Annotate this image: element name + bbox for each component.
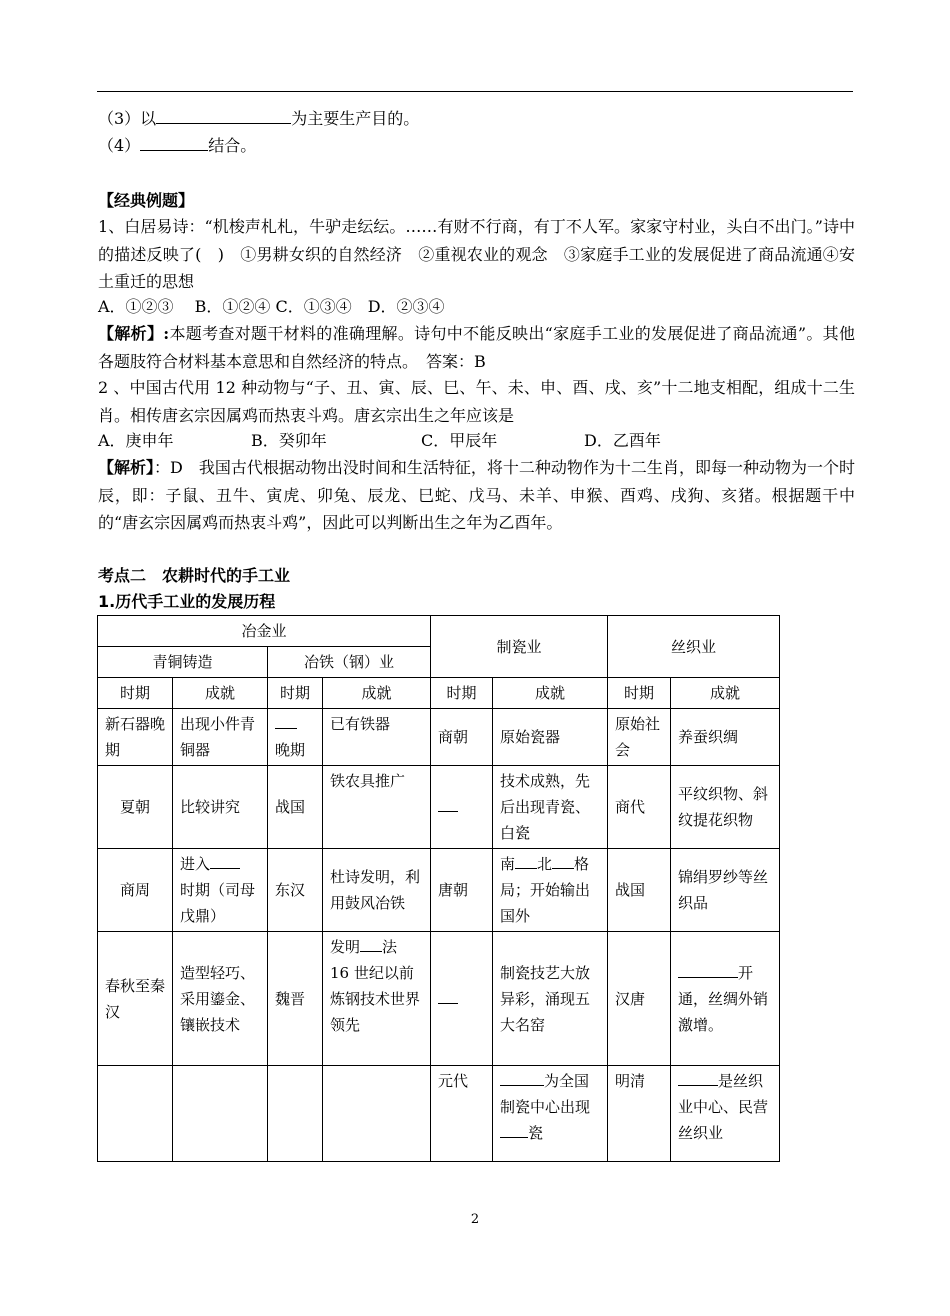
cell [173, 1066, 268, 1162]
section-subtitle: 1.历代手工业的发展历程 [98, 592, 276, 611]
question-1-options: A．①②③ B．①②④ C．①③④ D．②③④ [98, 297, 445, 316]
cell [98, 1066, 173, 1162]
cell: 是丝织业中心、民营丝织业 [671, 1066, 780, 1162]
fill-line-4: （4） 结合。 [98, 136, 257, 155]
cell: 杜诗发明，利用鼓风冶铁 [323, 849, 431, 932]
col-achievement: 成就 [671, 678, 780, 709]
answer-blank[interactable] [275, 712, 297, 729]
cell: 商朝 [431, 709, 493, 766]
answer-blank[interactable] [360, 935, 382, 952]
cell: 春秋至秦汉 [98, 932, 173, 1066]
answer-blank[interactable] [678, 961, 738, 978]
cell: 发明 法 16 世纪以前炼钢技术世界领先 [323, 932, 431, 1066]
cell [268, 1066, 323, 1162]
answer-blank[interactable] [515, 852, 537, 869]
cell: 养蚕织绸 [671, 709, 780, 766]
cell: 平纹织物、斜纹提花织物 [671, 766, 780, 849]
answer-blank[interactable] [552, 852, 574, 869]
header-metallurgy: 冶金业 [98, 616, 431, 647]
cell: 原始瓷器 [493, 709, 608, 766]
section-title: 考点二 农耕时代的手工业 [98, 566, 291, 585]
cell: 开通，丝绸外销激增。 [671, 932, 780, 1066]
handicraft-table [97, 615, 780, 1162]
col-achievement: 成就 [493, 678, 608, 709]
answer-blank[interactable] [438, 987, 458, 1004]
cell: 已有铁器 [323, 709, 431, 766]
answer-blank[interactable] [438, 795, 458, 812]
cell: 南 北 格局；开始输出国外 [493, 849, 608, 932]
table-row [98, 766, 780, 849]
cell: 元代 [431, 1066, 493, 1162]
table-row [98, 1066, 780, 1162]
table-row [98, 932, 780, 1066]
cell: 比较讲究 [173, 766, 268, 849]
col-achievement: 成就 [323, 678, 431, 709]
fill-line-3: （3）以 为主要生产目的。 [98, 109, 420, 128]
cell [431, 932, 493, 1066]
cell: 汉唐 [608, 932, 671, 1066]
cell: 制瓷技艺大放异彩，涌现五大名窑 [493, 932, 608, 1066]
cell: 为全国制瓷中心出现瓷 [493, 1066, 608, 1162]
cell: 进入 时期（司母戊鼎） [173, 849, 268, 932]
question-1: 1、白居易诗：“机梭声札札，牛驴走纭纭。……有财不行商，有丁不人军。家家守村业，头白不出门。”诗中的描述反映了( ) ①男耕女织的自然经济 ②重视农业的观念 ③家庭手工业的发展促进了商品流通④安土重迁的思想 [98, 217, 855, 291]
examples-heading: 【经典例题】 [98, 191, 195, 210]
header-iron: 冶铁（钢）业 [268, 647, 431, 678]
cell: 出现小件青铜器 [173, 709, 268, 766]
page-number: 2 [470, 1212, 480, 1227]
cell: 唐朝 [431, 849, 493, 932]
table-header-row [98, 616, 780, 647]
cell: 明清 [608, 1066, 671, 1162]
answer-blank[interactable] [678, 1069, 718, 1086]
cell: 战国 [608, 849, 671, 932]
table-column-row [98, 678, 780, 709]
cell: 夏朝 [98, 766, 173, 849]
cell [323, 1066, 431, 1162]
answer-blank[interactable] [500, 1069, 544, 1086]
cell: 造型轻巧、采用鎏金、镶嵌技术 [173, 932, 268, 1066]
cell: 原始社会 [608, 709, 671, 766]
cell: 晚期 [268, 709, 323, 766]
cell: 商周 [98, 849, 173, 932]
cell: 商代 [608, 766, 671, 849]
question-1-analysis: 【解析】:本题考查对题干材料的准确理解。诗句中不能反映出“家庭手工业的发展促进了商品流通”。其他各题肢符合材料基本意思和自然经济的特点。 答案：B [98, 324, 855, 371]
answer-blank[interactable] [210, 852, 240, 869]
col-period: 时期 [98, 678, 173, 709]
header-rule [97, 91, 853, 92]
cell: 新石器晚期 [98, 709, 173, 766]
question-2: 2 、中国古代用 12 种动物与“子、丑、寅、辰、巳、午、未、申、酉、戌、亥”十二地支相配，组成十二生肖。相传唐玄宗因属鸡而热衷斗鸡。唐玄宗出生之年应该是 [98, 378, 855, 425]
cell: 技术成熟，先后出现青瓷、白瓷 [493, 766, 608, 849]
cell: 铁农具推广 [323, 766, 431, 849]
col-period: 时期 [608, 678, 671, 709]
question-2-options: A．庚申年 B．癸卯年 C．甲辰年 D．乙酉年 [98, 431, 661, 450]
header-bronze: 青铜铸造 [98, 647, 268, 678]
question-2-analysis: 【解析】：D 我国古代根据动物出没时间和生活特征，将十二种动物作为十二生肖，即每一种动物为一个时辰，即：子鼠、丑牛、寅虎、卯兔、辰龙、巳蛇、戊马、未羊、申猴、酉鸡、戌狗、亥猪。根据题干中的“唐玄宗因属鸡而热衷斗鸡”，因此可以判断出生之年为乙酉年。 [98, 458, 855, 532]
table-row [98, 709, 780, 766]
answer-blank[interactable] [140, 134, 208, 151]
header-porcelain: 制瓷业 [431, 616, 608, 678]
answer-blank[interactable] [156, 107, 291, 124]
cell: 战国 [268, 766, 323, 849]
answer-blank[interactable] [500, 1121, 528, 1138]
cell: 魏晋 [268, 932, 323, 1066]
cell: 锦绢罗纱等丝织品 [671, 849, 780, 932]
cell: 东汉 [268, 849, 323, 932]
cell [431, 766, 493, 849]
header-silk: 丝织业 [608, 616, 780, 678]
table-row [98, 849, 780, 932]
col-period: 时期 [431, 678, 493, 709]
col-achievement: 成就 [173, 678, 268, 709]
col-period: 时期 [268, 678, 323, 709]
